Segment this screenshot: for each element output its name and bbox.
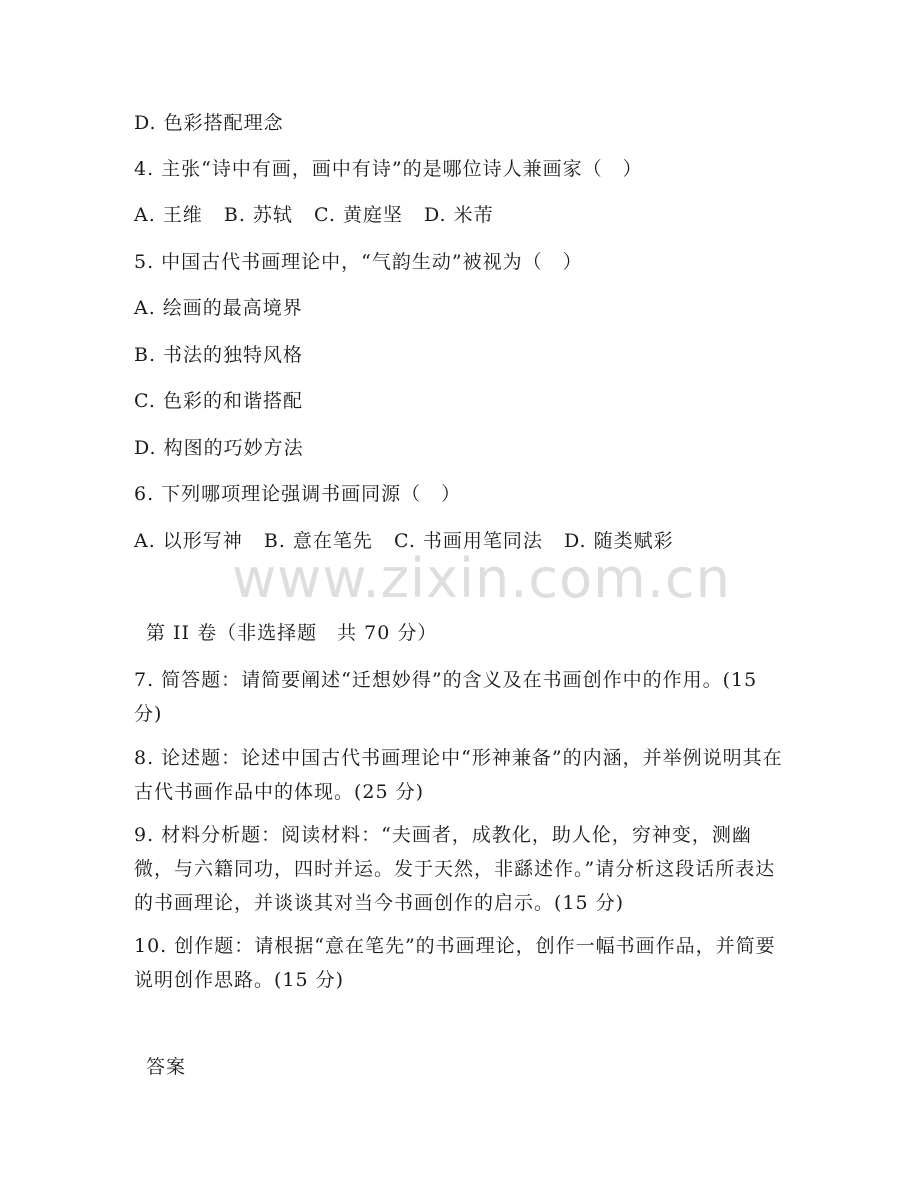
question-5-option-c: C. 色彩的和谐搭配 <box>134 390 303 412</box>
question-7: 7. 简答题：请简要阐述“迁想妙得”的含义及在书画创作中的作用。(15 分) <box>134 669 758 725</box>
section-2-heading: 第 II 卷（非选择题 共 70 分） <box>146 622 438 644</box>
question-5-option-b: B. 书法的独特风格 <box>134 344 304 366</box>
question-10: 10. 创作题：请根据“意在笔先”的书画理论，创作一幅书画作品，并简要说明创作思路。(15 分) <box>134 935 776 991</box>
question-4-option-b: B. 苏轼 <box>223 204 293 226</box>
question-5-option-d: D. 构图的巧妙方法 <box>134 437 304 459</box>
question-3-option-d: D. 色彩搭配理念 <box>134 112 284 134</box>
question-6: 6. 下列哪项理论强调书画同源（ ） <box>134 483 462 505</box>
answer-heading: 答案 <box>146 1056 187 1078</box>
question-9: 9. 材料分析题：阅读材料：“夫画者，成教化，助人伦，穷神变，测幽微，与六籍同功，四时并运。发于天然，非繇述作。”请分析这段话所表达的书画理论，并谈谈其对当今书画创作的启示。(15 分) <box>134 824 776 914</box>
question-4-option-a: A. 王维 <box>134 204 203 226</box>
question-6-option-a: A. 以形写神 <box>134 530 243 552</box>
question-4-option-d: D. 米芾 <box>423 204 494 226</box>
question-6-option-b: B. 意在笔先 <box>263 530 373 552</box>
question-6-option-c: C. 书画用笔同法 <box>393 530 543 552</box>
question-4-option-c: C. 黄庭坚 <box>313 204 403 226</box>
question-5-option-a: A. 绘画的最高境界 <box>134 297 303 319</box>
watermark: www.zixin.com.cn <box>232 547 731 610</box>
question-6-option-d: D. 随类赋彩 <box>563 530 674 552</box>
question-5: 5. 中国古代书画理论中，“气韵生动”被视为（ ） <box>134 251 583 273</box>
question-4: 4. 主张“诗中有画，画中有诗”的是哪位诗人兼画家（ ） <box>134 158 643 180</box>
question-4-options <box>134 203 494 227</box>
question-8: 8. 论述题：论述中国古代书画理论中“形神兼备”的内涵，并举例说明其在古代书画作品中的体现。(25 分) <box>134 747 783 803</box>
